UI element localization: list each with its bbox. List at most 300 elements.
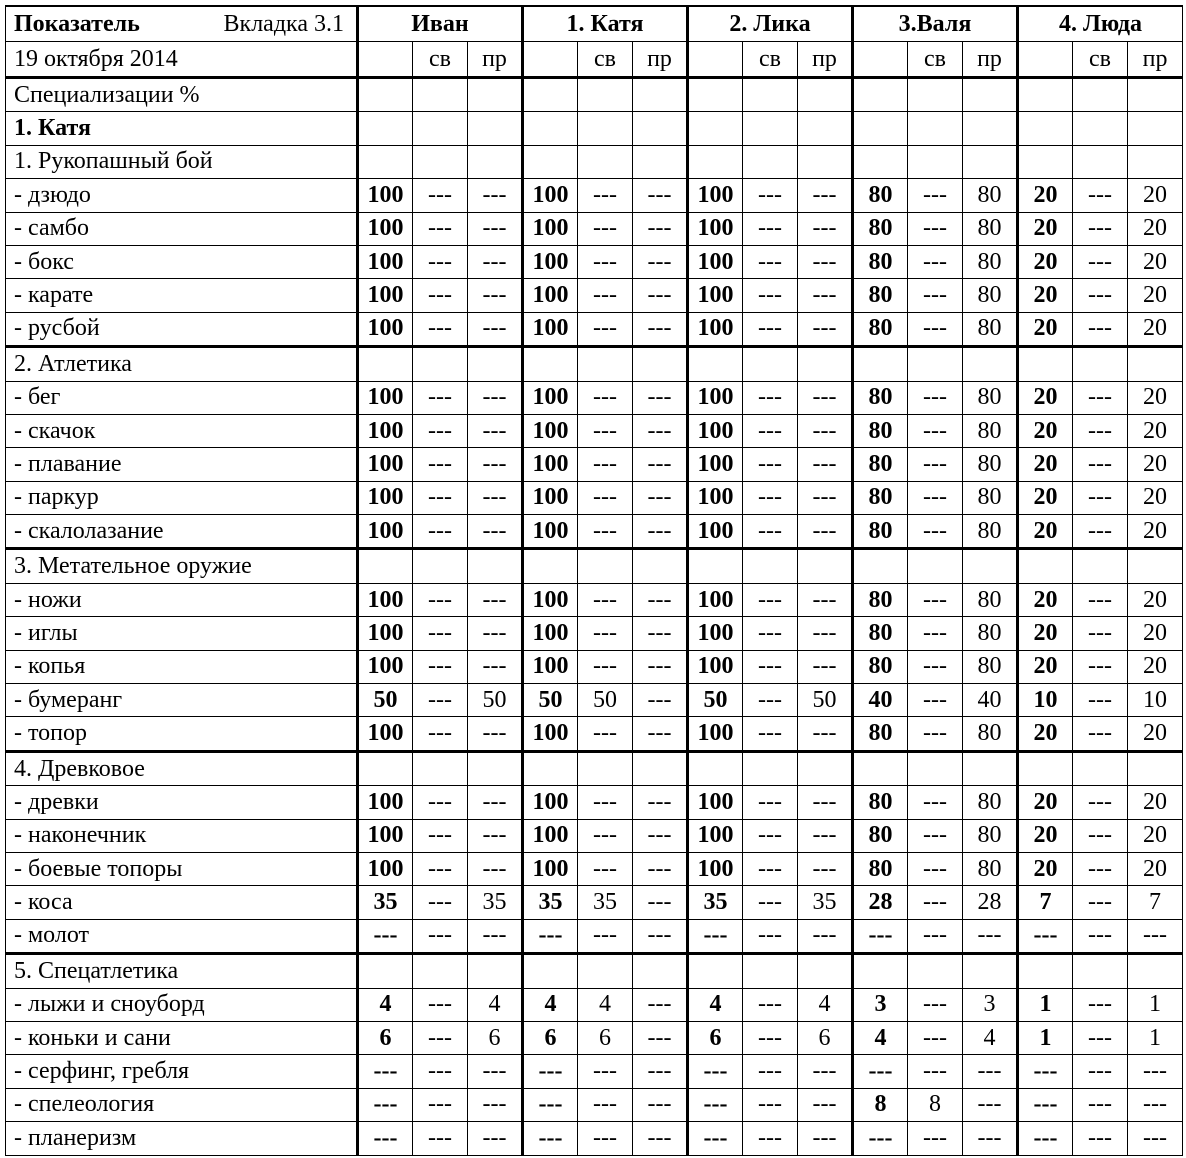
table-cell: --- bbox=[468, 919, 523, 953]
sub-header-sv: св bbox=[413, 42, 468, 78]
table-cell bbox=[1018, 145, 1073, 178]
table-cell bbox=[358, 751, 413, 785]
table-cell: --- bbox=[743, 312, 798, 346]
table-cell: --- bbox=[1073, 515, 1128, 549]
table-cell bbox=[413, 549, 468, 583]
table-date: 19 октября 2014 bbox=[6, 42, 358, 78]
header-corner bbox=[6, 6, 358, 42]
table-row bbox=[6, 145, 1183, 178]
table-cell: --- bbox=[358, 919, 413, 953]
table-cell: 100 bbox=[358, 852, 413, 885]
table-cell bbox=[853, 751, 908, 785]
table-cell: 80 bbox=[963, 650, 1018, 683]
table-cell: 40 bbox=[853, 684, 908, 717]
table-cell: --- bbox=[798, 381, 853, 414]
table-cell: --- bbox=[633, 279, 688, 312]
table-cell bbox=[743, 549, 798, 583]
table-cell: 80 bbox=[853, 179, 908, 212]
table-cell: --- bbox=[743, 583, 798, 616]
table-cell: 100 bbox=[523, 312, 578, 346]
row-label: - плавание bbox=[6, 448, 358, 481]
table-cell bbox=[798, 145, 853, 178]
table-cell: --- bbox=[743, 886, 798, 919]
row-label: 3. Метательное оружие bbox=[6, 549, 358, 583]
table-cell bbox=[798, 112, 853, 145]
table-cell: 80 bbox=[963, 819, 1018, 852]
table-cell: 6 bbox=[798, 1021, 853, 1054]
table-cell: --- bbox=[578, 650, 633, 683]
table-cell: --- bbox=[688, 1122, 743, 1155]
table-cell: --- bbox=[468, 381, 523, 414]
table-cell: --- bbox=[523, 919, 578, 953]
table-row bbox=[6, 583, 1183, 616]
table-cell: 4 bbox=[853, 1021, 908, 1054]
table-cell: 80 bbox=[963, 179, 1018, 212]
table-cell bbox=[1073, 954, 1128, 988]
table-cell: 80 bbox=[853, 786, 908, 819]
table-cell bbox=[688, 347, 743, 381]
table-cell: 80 bbox=[853, 279, 908, 312]
table-cell: --- bbox=[413, 684, 468, 717]
table-cell: --- bbox=[853, 1055, 908, 1088]
group-header-3: 3.Валя bbox=[853, 6, 1018, 42]
table-cell bbox=[1018, 954, 1073, 988]
table-cell bbox=[743, 954, 798, 988]
table-cell: 100 bbox=[523, 717, 578, 751]
table-cell: 50 bbox=[578, 684, 633, 717]
table-cell bbox=[413, 347, 468, 381]
table-row bbox=[6, 886, 1183, 919]
table-cell: --- bbox=[743, 414, 798, 447]
row-label: - топор bbox=[6, 717, 358, 751]
table-cell: --- bbox=[743, 684, 798, 717]
table-cell: 100 bbox=[358, 786, 413, 819]
table-cell: --- bbox=[1073, 1088, 1128, 1121]
table-cell: 100 bbox=[523, 852, 578, 885]
table-row bbox=[6, 852, 1183, 885]
table-cell: --- bbox=[413, 617, 468, 650]
table-cell: --- bbox=[468, 245, 523, 278]
table-cell: 80 bbox=[963, 279, 1018, 312]
table-cell: 80 bbox=[853, 852, 908, 885]
table-cell: --- bbox=[578, 515, 633, 549]
table-cell: --- bbox=[578, 1088, 633, 1121]
table-cell bbox=[1073, 549, 1128, 583]
table-cell: 100 bbox=[523, 414, 578, 447]
table-cell: 100 bbox=[523, 819, 578, 852]
table-cell: 100 bbox=[688, 481, 743, 514]
table-cell: --- bbox=[743, 515, 798, 549]
table-cell: --- bbox=[1073, 886, 1128, 919]
table-cell bbox=[798, 347, 853, 381]
row-label: 4. Древковое bbox=[6, 751, 358, 785]
table-cell: 20 bbox=[1128, 717, 1183, 751]
table-cell bbox=[523, 751, 578, 785]
table-cell: --- bbox=[743, 1122, 798, 1155]
table-cell: --- bbox=[908, 245, 963, 278]
table-cell: --- bbox=[853, 1122, 908, 1155]
table-cell: 20 bbox=[1128, 312, 1183, 346]
table-cell: 100 bbox=[688, 786, 743, 819]
row-label: - молот bbox=[6, 919, 358, 953]
table-cell bbox=[908, 112, 963, 145]
table-cell: --- bbox=[743, 245, 798, 278]
table-cell: 1 bbox=[1128, 1021, 1183, 1054]
table-cell: --- bbox=[578, 312, 633, 346]
table-cell: --- bbox=[633, 179, 688, 212]
table-cell bbox=[743, 78, 798, 112]
table-cell: --- bbox=[1073, 617, 1128, 650]
table-cell: 100 bbox=[688, 717, 743, 751]
sub-header-main bbox=[358, 42, 413, 78]
row-label: - бумеранг bbox=[6, 684, 358, 717]
table-cell bbox=[523, 347, 578, 381]
table-cell: 50 bbox=[358, 684, 413, 717]
table-cell: --- bbox=[413, 212, 468, 245]
row-label: - копья bbox=[6, 650, 358, 683]
table-cell: 80 bbox=[963, 312, 1018, 346]
table-cell: --- bbox=[578, 583, 633, 616]
table-row bbox=[6, 786, 1183, 819]
table-cell: --- bbox=[908, 819, 963, 852]
row-label: - серфинг, гребля bbox=[6, 1055, 358, 1088]
header-row-groups bbox=[6, 6, 1183, 42]
table-cell: --- bbox=[633, 786, 688, 819]
table-cell: 50 bbox=[798, 684, 853, 717]
row-label: - ножи bbox=[6, 583, 358, 616]
table-cell bbox=[908, 751, 963, 785]
table-row bbox=[6, 751, 1183, 785]
table-cell bbox=[633, 347, 688, 381]
table-cell bbox=[1128, 347, 1183, 381]
table-cell bbox=[908, 549, 963, 583]
table-cell: --- bbox=[688, 919, 743, 953]
table-cell: 8 bbox=[853, 1088, 908, 1121]
table-cell: --- bbox=[1073, 1122, 1128, 1155]
table-cell bbox=[908, 347, 963, 381]
table-cell: --- bbox=[963, 919, 1018, 953]
table-cell: --- bbox=[908, 919, 963, 953]
table-cell: --- bbox=[908, 481, 963, 514]
table-cell: --- bbox=[413, 988, 468, 1021]
table-cell bbox=[1073, 347, 1128, 381]
table-cell bbox=[633, 78, 688, 112]
table-cell bbox=[578, 347, 633, 381]
row-label: 1. Рукопашный бой bbox=[6, 145, 358, 178]
table-cell: --- bbox=[468, 717, 523, 751]
table-cell: --- bbox=[633, 212, 688, 245]
table-cell: 100 bbox=[688, 414, 743, 447]
table-cell: --- bbox=[633, 448, 688, 481]
table-cell: 80 bbox=[853, 381, 908, 414]
table-cell: 80 bbox=[853, 583, 908, 616]
table-cell: 80 bbox=[853, 245, 908, 278]
row-label: - боевые топоры bbox=[6, 852, 358, 885]
table-cell: --- bbox=[1073, 448, 1128, 481]
table-cell: 20 bbox=[1018, 481, 1073, 514]
table-cell: 100 bbox=[688, 279, 743, 312]
table-cell: 100 bbox=[358, 819, 413, 852]
table-cell: --- bbox=[908, 1122, 963, 1155]
table-cell: --- bbox=[413, 819, 468, 852]
table-row bbox=[6, 919, 1183, 953]
table-cell bbox=[963, 347, 1018, 381]
table-cell: --- bbox=[798, 448, 853, 481]
table-row bbox=[6, 381, 1183, 414]
table-row bbox=[6, 245, 1183, 278]
table-cell: 20 bbox=[1018, 852, 1073, 885]
table-cell: 100 bbox=[358, 179, 413, 212]
table-cell: --- bbox=[413, 583, 468, 616]
table-cell: 20 bbox=[1128, 786, 1183, 819]
table-cell: --- bbox=[798, 279, 853, 312]
table-cell bbox=[413, 112, 468, 145]
table-cell: 100 bbox=[358, 212, 413, 245]
table-cell: --- bbox=[798, 212, 853, 245]
table-cell: --- bbox=[1073, 717, 1128, 751]
table-cell: 100 bbox=[523, 786, 578, 819]
table-cell: 35 bbox=[358, 886, 413, 919]
table-cell bbox=[963, 549, 1018, 583]
table-cell: --- bbox=[633, 414, 688, 447]
table-cell: --- bbox=[468, 786, 523, 819]
table-cell: 80 bbox=[963, 786, 1018, 819]
table-cell: --- bbox=[633, 583, 688, 616]
table-cell: --- bbox=[468, 1088, 523, 1121]
row-label: 5. Спецатлетика bbox=[6, 954, 358, 988]
row-label: Специализации % bbox=[6, 78, 358, 112]
table-cell: --- bbox=[743, 1088, 798, 1121]
table-cell: --- bbox=[1073, 650, 1128, 683]
table-cell: 100 bbox=[688, 583, 743, 616]
table-cell: --- bbox=[743, 819, 798, 852]
table-cell bbox=[1018, 112, 1073, 145]
table-cell bbox=[523, 112, 578, 145]
table-cell bbox=[633, 145, 688, 178]
table-cell bbox=[578, 145, 633, 178]
table-cell: --- bbox=[1073, 481, 1128, 514]
table-cell: --- bbox=[908, 414, 963, 447]
table-cell: 20 bbox=[1018, 212, 1073, 245]
table-cell: --- bbox=[743, 717, 798, 751]
table-cell: --- bbox=[798, 717, 853, 751]
table-cell: 35 bbox=[468, 886, 523, 919]
table-cell: --- bbox=[908, 515, 963, 549]
table-cell bbox=[358, 954, 413, 988]
table-cell: --- bbox=[743, 381, 798, 414]
header-row-sub bbox=[6, 42, 1183, 78]
table-cell: --- bbox=[1128, 1088, 1183, 1121]
table-cell: --- bbox=[798, 650, 853, 683]
table-cell: --- bbox=[578, 448, 633, 481]
table-cell: 100 bbox=[688, 245, 743, 278]
table-cell bbox=[688, 751, 743, 785]
table-cell: --- bbox=[578, 245, 633, 278]
table-cell: 20 bbox=[1018, 279, 1073, 312]
table-cell: --- bbox=[908, 988, 963, 1021]
table-row bbox=[6, 481, 1183, 514]
table-cell bbox=[963, 78, 1018, 112]
table-cell bbox=[413, 751, 468, 785]
table-cell bbox=[633, 112, 688, 145]
table-cell: --- bbox=[468, 312, 523, 346]
table-cell: 80 bbox=[853, 212, 908, 245]
row-label: - лыжи и сноуборд bbox=[6, 988, 358, 1021]
table-row bbox=[6, 617, 1183, 650]
table-cell bbox=[1073, 78, 1128, 112]
table-cell: --- bbox=[798, 819, 853, 852]
table-cell: 35 bbox=[578, 886, 633, 919]
table-cell: --- bbox=[468, 650, 523, 683]
table-cell bbox=[688, 78, 743, 112]
table-cell: --- bbox=[798, 481, 853, 514]
table-cell: 4 bbox=[688, 988, 743, 1021]
table-cell: --- bbox=[908, 312, 963, 346]
table-cell bbox=[798, 954, 853, 988]
group-header-2: 2. Лика bbox=[688, 6, 853, 42]
row-label: - русбой bbox=[6, 312, 358, 346]
table-cell: --- bbox=[743, 919, 798, 953]
table-cell bbox=[578, 112, 633, 145]
table-cell: --- bbox=[413, 786, 468, 819]
table-cell: 20 bbox=[1128, 414, 1183, 447]
table-cell: --- bbox=[743, 617, 798, 650]
table-cell: --- bbox=[413, 650, 468, 683]
table-cell: 100 bbox=[523, 448, 578, 481]
table-cell: 20 bbox=[1018, 717, 1073, 751]
table-row bbox=[6, 1055, 1183, 1088]
group-header-0: Иван bbox=[358, 6, 523, 42]
table-cell: --- bbox=[1073, 212, 1128, 245]
sub-header-main bbox=[853, 42, 908, 78]
table-cell: 100 bbox=[523, 381, 578, 414]
table-cell: --- bbox=[578, 852, 633, 885]
table-cell bbox=[963, 112, 1018, 145]
table-cell: 20 bbox=[1018, 414, 1073, 447]
row-label: 1. Катя bbox=[6, 112, 358, 145]
table-cell: --- bbox=[743, 852, 798, 885]
table-cell: 20 bbox=[1128, 852, 1183, 885]
row-label: 2. Атлетика bbox=[6, 347, 358, 381]
table-cell: 80 bbox=[963, 245, 1018, 278]
table-cell: --- bbox=[578, 414, 633, 447]
table-cell: --- bbox=[1018, 919, 1073, 953]
table-cell: --- bbox=[633, 1088, 688, 1121]
table-cell: --- bbox=[413, 1021, 468, 1054]
sub-header-sv: св bbox=[578, 42, 633, 78]
table-cell: 100 bbox=[358, 414, 413, 447]
table-cell: --- bbox=[523, 1122, 578, 1155]
table-row bbox=[6, 279, 1183, 312]
table-cell bbox=[523, 78, 578, 112]
table-cell: --- bbox=[1073, 852, 1128, 885]
table-cell: 20 bbox=[1128, 245, 1183, 278]
table-cell: --- bbox=[633, 650, 688, 683]
table-cell: --- bbox=[578, 617, 633, 650]
table-cell bbox=[963, 751, 1018, 785]
table-cell: --- bbox=[1073, 312, 1128, 346]
table-cell bbox=[743, 112, 798, 145]
table-row bbox=[6, 414, 1183, 447]
table-cell: 100 bbox=[358, 279, 413, 312]
table-row bbox=[6, 179, 1183, 212]
table-cell: 4 bbox=[578, 988, 633, 1021]
table-cell: 100 bbox=[358, 381, 413, 414]
table-cell: --- bbox=[523, 1088, 578, 1121]
table-cell: --- bbox=[633, 1122, 688, 1155]
table-cell: --- bbox=[1018, 1088, 1073, 1121]
table-cell: 80 bbox=[963, 414, 1018, 447]
table-cell: --- bbox=[413, 381, 468, 414]
table-cell: --- bbox=[908, 279, 963, 312]
table-cell bbox=[468, 549, 523, 583]
table-row bbox=[6, 112, 1183, 145]
table-cell: --- bbox=[413, 886, 468, 919]
table-cell: --- bbox=[688, 1088, 743, 1121]
table-cell: 50 bbox=[688, 684, 743, 717]
table-cell bbox=[1128, 145, 1183, 178]
table-cell: --- bbox=[908, 617, 963, 650]
table-row bbox=[6, 1021, 1183, 1054]
table-cell: --- bbox=[633, 617, 688, 650]
table-cell bbox=[1128, 954, 1183, 988]
table-cell: --- bbox=[633, 381, 688, 414]
table-cell bbox=[1128, 549, 1183, 583]
table-cell: --- bbox=[413, 279, 468, 312]
table-cell: --- bbox=[743, 650, 798, 683]
table-cell: --- bbox=[633, 1055, 688, 1088]
table-cell: --- bbox=[468, 481, 523, 514]
table-cell: --- bbox=[358, 1088, 413, 1121]
table-cell: --- bbox=[633, 886, 688, 919]
table-cell bbox=[688, 112, 743, 145]
table-cell: --- bbox=[743, 212, 798, 245]
table-cell: --- bbox=[1073, 414, 1128, 447]
table-cell: --- bbox=[798, 617, 853, 650]
table-cell: --- bbox=[413, 852, 468, 885]
table-cell: 80 bbox=[853, 448, 908, 481]
table-cell bbox=[578, 751, 633, 785]
table-cell: --- bbox=[468, 1055, 523, 1088]
sub-header-pr: пр bbox=[633, 42, 688, 78]
row-label: - бокс bbox=[6, 245, 358, 278]
row-label: - карате bbox=[6, 279, 358, 312]
table-cell bbox=[1073, 751, 1128, 785]
table-cell: --- bbox=[1073, 1021, 1128, 1054]
table-cell: --- bbox=[633, 852, 688, 885]
table-cell bbox=[743, 145, 798, 178]
table-cell: 80 bbox=[853, 617, 908, 650]
table-cell: --- bbox=[963, 1055, 1018, 1088]
table-cell: 100 bbox=[358, 245, 413, 278]
table-cell: --- bbox=[413, 448, 468, 481]
table-cell: 80 bbox=[963, 448, 1018, 481]
row-label: - скалолазание bbox=[6, 515, 358, 549]
table-cell: 100 bbox=[358, 717, 413, 751]
table-cell: 100 bbox=[523, 650, 578, 683]
sub-header-pr: пр bbox=[1128, 42, 1183, 78]
table-cell bbox=[688, 145, 743, 178]
table-cell: 100 bbox=[688, 448, 743, 481]
table-cell bbox=[578, 78, 633, 112]
table-cell: --- bbox=[413, 1088, 468, 1121]
table-cell bbox=[358, 145, 413, 178]
table-cell: 20 bbox=[1018, 179, 1073, 212]
table-cell: --- bbox=[578, 381, 633, 414]
table-cell: 20 bbox=[1128, 819, 1183, 852]
table-cell: 100 bbox=[688, 617, 743, 650]
table-cell: 3 bbox=[853, 988, 908, 1021]
